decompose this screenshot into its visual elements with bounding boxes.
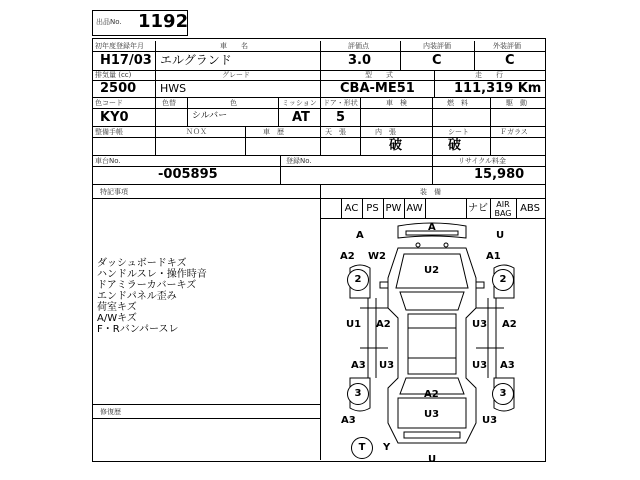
- lot-number: 1192: [138, 11, 189, 32]
- equip-abs: ABS: [520, 203, 540, 214]
- color-label: 色: [230, 99, 237, 107]
- transmission-value: AT: [292, 110, 310, 125]
- mark-t: T: [351, 437, 373, 459]
- chassis-label: 車台No.: [95, 157, 121, 165]
- displacement-value: 2500: [100, 81, 137, 96]
- exterior-label: 外装評価: [493, 42, 521, 50]
- equipment-label: 装 備: [420, 188, 441, 196]
- inner-value: 破: [389, 138, 403, 153]
- color-no-label: 色替: [162, 99, 176, 107]
- reg-no-label: 登録No.: [286, 157, 312, 165]
- mark-u3-right-door: U3: [472, 319, 488, 330]
- model-value: CBA-ME51: [340, 81, 415, 96]
- roof-label: 天 張: [325, 128, 346, 136]
- mark-y: Y: [383, 442, 391, 453]
- mileage-label: 走 行: [475, 71, 503, 79]
- note-line: ダッシュボードキズ: [97, 258, 187, 269]
- note-line: A/Wキズ: [97, 313, 137, 324]
- seat-label: シート: [448, 128, 469, 136]
- mark-front-a-left: A: [356, 230, 364, 241]
- mark-a2-rear: A2: [424, 389, 439, 400]
- mark-u3-right: U3: [472, 360, 488, 371]
- recycle-value: 15,980: [474, 167, 525, 182]
- mark-u1-left: U1: [346, 319, 362, 330]
- first-reg-value: H17/03: [100, 53, 152, 68]
- mileage-value: 111,319 Km: [454, 81, 542, 96]
- first-reg-label: 初年度登録年月: [95, 42, 144, 50]
- mark-front-u-right: U: [496, 230, 505, 241]
- car-name-label: 車 名: [220, 42, 248, 50]
- mark-wheel-rl: 3: [347, 383, 369, 405]
- grade-value: HWS: [160, 82, 187, 95]
- note-line: ドアミラーカバーキズ: [97, 280, 197, 291]
- interior-value: C: [432, 53, 442, 68]
- repair-label: 修復歴: [100, 408, 121, 416]
- history-label: 車 歴: [263, 128, 284, 136]
- note-line: ハンドルスレ・操作時音: [97, 269, 207, 280]
- car-name-value: エルグランド: [160, 53, 232, 67]
- drive-label: 駆 動: [506, 99, 527, 107]
- exterior-value: C: [505, 53, 515, 68]
- equip-ps: PS: [366, 203, 379, 214]
- mark-w2: W2: [368, 251, 386, 262]
- doors-label: ドア・形状: [323, 99, 358, 107]
- equip-pw: PW: [385, 203, 402, 214]
- score-label: 評価点: [348, 42, 369, 50]
- mark-u3-left: U3: [379, 360, 395, 371]
- mark-front-a-center: A: [428, 222, 436, 233]
- glass-label: Ｆガラス: [500, 128, 528, 136]
- equip-blank: [425, 200, 466, 218]
- note-line: エンドパネル歪み: [97, 291, 177, 302]
- chassis-value: -005895: [158, 167, 218, 182]
- mark-a2-left-door: A2: [376, 319, 391, 330]
- mark-a2-left: A2: [340, 251, 355, 262]
- score-value: 3.0: [348, 53, 372, 68]
- doors-value: 5: [336, 110, 346, 125]
- maintenance-label: 整備手帳: [95, 128, 123, 136]
- equip-navi: ナビ: [468, 203, 488, 214]
- interior-label: 内装評価: [423, 42, 451, 50]
- mark-a2-right: A2: [502, 319, 517, 330]
- mark-a1-right: A1: [486, 251, 501, 262]
- displacement-label: 排気量 (cc): [95, 71, 132, 79]
- mark-a3-left: A3: [351, 360, 366, 371]
- mark-u-bottom: U: [428, 454, 437, 465]
- notes-label: 特記事項: [100, 188, 128, 196]
- lot-label: 出品No.: [96, 18, 122, 26]
- mark-u2-hood: U2: [424, 265, 440, 276]
- mark-a3-right: A3: [500, 360, 515, 371]
- inner-label: 内 張: [375, 128, 396, 136]
- equip-airbag: AIR BAG: [494, 200, 512, 218]
- equip-aw: AW: [406, 203, 423, 214]
- mark-u3-rear-right: U3: [482, 415, 498, 426]
- equip-ac: AC: [344, 203, 359, 214]
- mark-u3-rear: U3: [424, 409, 440, 420]
- model-label: 型 式: [365, 71, 393, 79]
- color-code-value: KY0: [100, 110, 129, 125]
- grade-label: グレード: [222, 71, 250, 79]
- recycle-label: リサイクル料金: [458, 157, 507, 165]
- mark-wheel-rr: 3: [492, 383, 514, 405]
- mark-wheel-fr: 2: [492, 269, 514, 291]
- mark-wheel-fl: 2: [347, 269, 369, 291]
- fuel-label: 燃 料: [447, 99, 468, 107]
- seat-value: 破: [448, 138, 462, 153]
- note-line: 荷室キズ: [97, 302, 137, 313]
- inspection-label: 車 検: [386, 99, 407, 107]
- nox-label: ＮＯＸ: [186, 128, 207, 136]
- transmission-label: ミッション: [282, 99, 317, 107]
- color-code-label: 色コード: [95, 99, 123, 107]
- mark-a3-rear-left: A3: [341, 415, 356, 426]
- note-line: F・Rバンパースレ: [97, 324, 179, 335]
- color-value: シルバー: [192, 111, 228, 121]
